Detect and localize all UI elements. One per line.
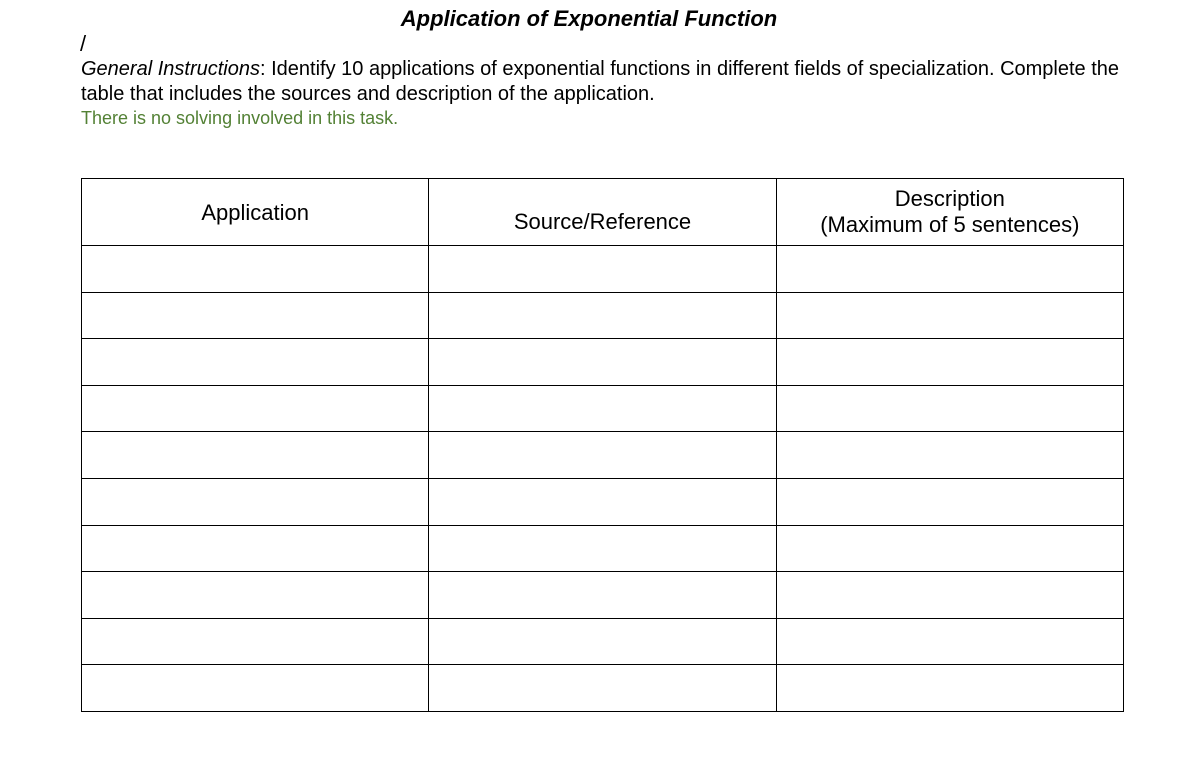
document-title: Application of Exponential Function xyxy=(400,6,778,31)
description-cell[interactable] xyxy=(776,478,1123,525)
application-cell[interactable] xyxy=(82,525,429,572)
instructions-lead: General Instructions xyxy=(81,58,260,80)
header-description-limit: (Maximum of 5 sentences) xyxy=(820,212,1080,237)
source-cell[interactable] xyxy=(429,339,776,386)
description-cell[interactable] xyxy=(776,246,1123,293)
description-cell[interactable] xyxy=(776,385,1123,432)
source-cell[interactable] xyxy=(429,246,776,293)
header-source-reference: Source/Reference xyxy=(429,179,776,246)
table-row xyxy=(82,339,1124,386)
table-row xyxy=(82,665,1124,712)
task-note: There is no solving involved in this task. xyxy=(81,108,399,128)
source-cell[interactable] xyxy=(429,292,776,339)
source-cell[interactable] xyxy=(429,572,776,619)
table-row xyxy=(82,246,1124,293)
application-cell[interactable] xyxy=(82,432,429,479)
description-cell[interactable] xyxy=(776,618,1123,665)
header-application: Application xyxy=(82,179,429,246)
application-cell[interactable] xyxy=(82,665,429,712)
source-cell[interactable] xyxy=(429,618,776,665)
table-row xyxy=(82,385,1124,432)
header-description xyxy=(776,179,1123,246)
table-row xyxy=(82,478,1124,525)
source-cell[interactable] xyxy=(429,478,776,525)
source-cell[interactable] xyxy=(429,432,776,479)
source-cell[interactable] xyxy=(429,385,776,432)
description-cell[interactable] xyxy=(776,292,1123,339)
application-cell[interactable] xyxy=(82,339,429,386)
table-row xyxy=(82,432,1124,479)
applications-table xyxy=(81,178,1124,712)
table-row xyxy=(82,572,1124,619)
application-cell[interactable] xyxy=(82,292,429,339)
description-cell[interactable] xyxy=(776,432,1123,479)
application-cell[interactable] xyxy=(82,385,429,432)
source-cell[interactable] xyxy=(429,525,776,572)
application-cell[interactable] xyxy=(82,618,429,665)
description-cell[interactable] xyxy=(776,665,1123,712)
application-cell[interactable] xyxy=(82,572,429,619)
description-cell[interactable] xyxy=(776,339,1123,386)
instructions-body: : Identify 10 applications of exponential functions in different fields of specialization. Complete the table that includes the sources and description of the application. xyxy=(81,58,1120,105)
table-body xyxy=(82,246,1124,712)
general-instructions xyxy=(81,57,1141,107)
table-row xyxy=(82,525,1124,572)
text-cursor-mark: / xyxy=(80,31,87,56)
source-cell[interactable] xyxy=(429,665,776,712)
table-header-row xyxy=(82,179,1124,246)
table-row xyxy=(82,618,1124,665)
application-cell[interactable] xyxy=(82,246,429,293)
table-row xyxy=(82,292,1124,339)
description-cell[interactable] xyxy=(776,572,1123,619)
application-cell[interactable] xyxy=(82,478,429,525)
description-cell[interactable] xyxy=(776,525,1123,572)
header-description-title: Description xyxy=(894,186,1005,211)
